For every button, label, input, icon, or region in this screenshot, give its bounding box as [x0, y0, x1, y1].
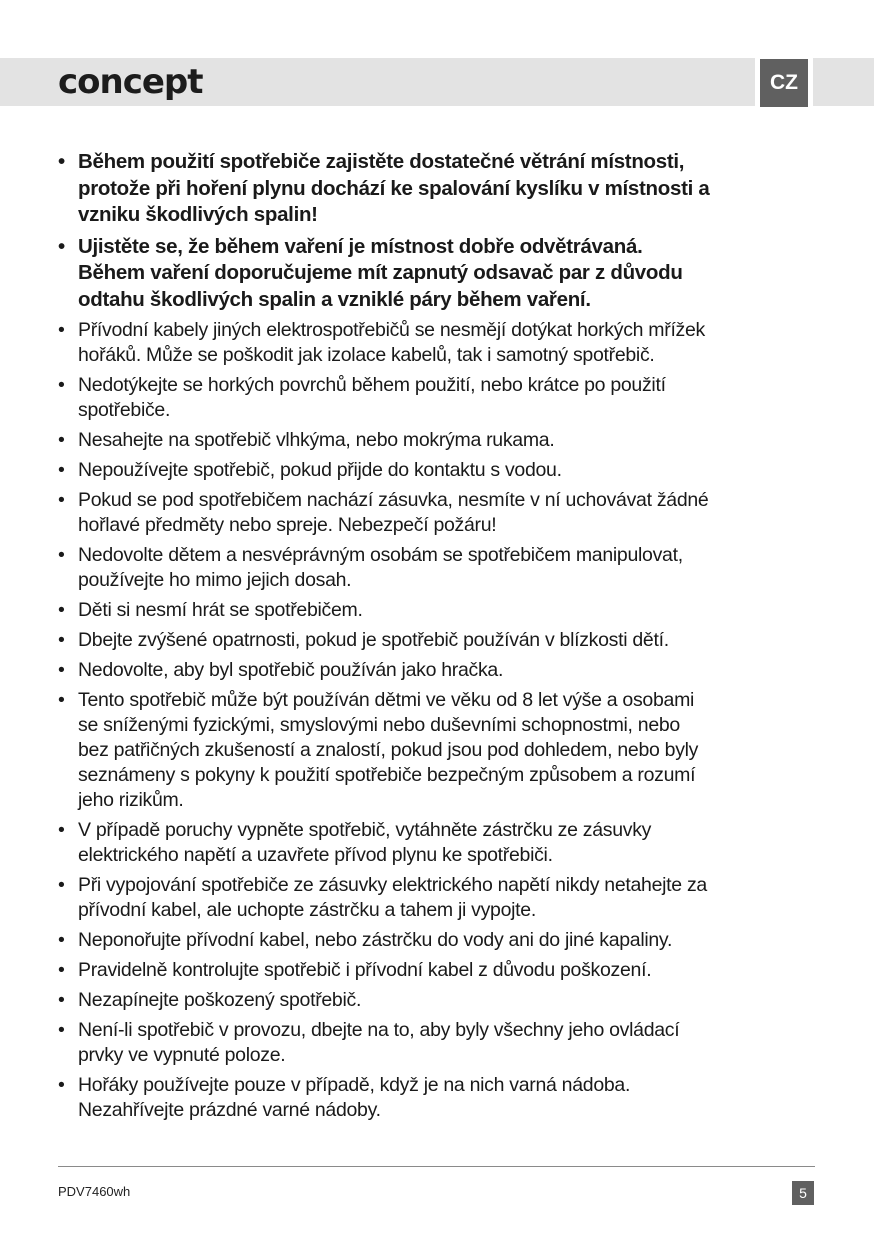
list-item: [56, 818, 826, 868]
list-item: [56, 928, 826, 953]
bullet-icon: •: [58, 150, 66, 173]
list-item: [56, 958, 826, 983]
bullet-icon: •: [58, 319, 65, 341]
item-text-line: Není-li spotřebič v provozu, dbejte na to, aby byly všechny jeho ovládací: [78, 1019, 680, 1041]
item-text-line: Nedovolte, aby byl spotřebič používán jako hračka.: [78, 659, 504, 681]
list-item: [56, 688, 826, 813]
bullet-icon: •: [58, 659, 65, 681]
bullet-icon: •: [58, 544, 65, 566]
page-number: 5: [792, 1181, 814, 1205]
list-item: [56, 373, 826, 423]
item-text-line: Hořáky používejte pouze v případě, když je na nich varná nádoba.: [78, 1074, 631, 1096]
item-text-line: přívodní kabel, ale uchopte zástrčku a tahem ji vypojte.: [78, 899, 536, 921]
list-item: [56, 628, 826, 653]
item-text-line: Neponořujte přívodní kabel, nebo zástrčku do vody ani do jiné kapaliny.: [78, 929, 673, 951]
list-item: [56, 234, 826, 314]
bullet-icon: •: [58, 234, 66, 258]
item-text-line: Ujistěte se, že během vaření je místnost dobře odvětrávaná.: [78, 234, 643, 258]
bullet-icon: •: [58, 1074, 65, 1096]
list-item: [56, 149, 826, 229]
bullet-icon: •: [58, 989, 65, 1011]
bullet-icon: •: [58, 929, 65, 951]
bullet-icon: •: [58, 689, 65, 711]
item-text-line: Při vypojování spotřebiče ze zásuvky elektrického napětí nikdy netahejte za: [78, 874, 707, 896]
item-text-line: Nesahejte na spotřebič vlhkýma, nebo mokrýma rukama.: [78, 429, 555, 451]
list-item: [56, 658, 826, 683]
bullet-icon: •: [58, 489, 65, 511]
item-text-line: Přívodní kabely jiných elektrospotřebičů se nesmějí dotýkat horkých mřížek: [78, 319, 706, 341]
item-text-line: Nepoužívejte spotřebič, pokud přijde do kontaktu s vodou.: [78, 459, 562, 481]
item-text-line: spotřebiče.: [78, 399, 171, 421]
list-item: [56, 598, 826, 623]
item-text-line: Pravidelně kontrolujte spotřebič i přívodní kabel z důvodu poškození.: [78, 959, 652, 981]
item-text-line: používejte ho mimo jejich dosah.: [78, 569, 352, 591]
list-item: [56, 1073, 826, 1123]
item-text-line: se sníženými fyzickými, smyslovými nebo duševními schopnostmi, nebo: [78, 714, 680, 736]
item-text-line: Děti si nesmí hrát se spotřebičem.: [78, 599, 363, 621]
item-text-line: Nedovolte dětem a nesvéprávným osobám se spotřebičem manipulovat,: [78, 544, 683, 566]
item-text-line: V případě poruchy vypněte spotřebič, vytáhněte zástrčku ze zásuvky: [78, 819, 652, 841]
bullet-icon: •: [58, 629, 65, 651]
list-item: [56, 988, 826, 1013]
item-text-line: seznámeny s pokyny k použití spotřebiče bezpečným způsobem a rozumí: [78, 764, 696, 786]
bullet-icon: •: [58, 429, 65, 451]
bullet-icon: •: [58, 819, 65, 841]
list-item: [56, 458, 826, 483]
bullet-icon: •: [58, 874, 65, 896]
safety-instructions-list: [56, 149, 826, 1128]
item-text-line: protože při hoření plynu dochází ke spalování kyslíku v místnosti a: [78, 176, 710, 200]
item-text-line: hořlavé předměty nebo spreje. Nebezpečí požáru!: [78, 514, 497, 536]
item-text-line: jeho rizikům.: [78, 789, 184, 811]
item-text-line: Během použití spotřebiče zajistěte dostatečné větrání místnosti,: [78, 150, 685, 173]
item-text-line: odtahu škodlivých spalin a vzniklé páry během vaření.: [78, 287, 591, 311]
language-badge: CZ: [760, 59, 808, 107]
bullet-icon: •: [58, 374, 65, 396]
item-text-line: Nedotýkejte se horkých povrchů během použití, nebo krátce po použití: [78, 374, 666, 396]
item-text-line: Nezapínejte poškozený spotřebič.: [78, 989, 362, 1011]
item-text-line: hořáků. Může se poškodit jak izolace kabelů, tak i samotný spotřebič.: [78, 344, 655, 366]
list-item: [56, 488, 826, 538]
item-text-line: bez patřičných zkušeností a znalostí, pokud jsou pod dohledem, nebo byly: [78, 739, 699, 761]
brand-logo: concept: [58, 62, 203, 102]
bullet-icon: •: [58, 1019, 65, 1041]
list-item: [56, 1018, 826, 1068]
item-text-line: Během vaření doporučujeme mít zapnutý odsavač par z důvodu: [78, 261, 683, 284]
item-text-line: prvky ve vypnuté poloze.: [78, 1044, 286, 1066]
list-item: [56, 318, 826, 368]
item-text-line: Dbejte zvýšené opatrnosti, pokud je spotřebič používán v blízkosti dětí.: [78, 629, 669, 651]
list-item: [56, 428, 826, 453]
item-text-line: Pokud se pod spotřebičem nachází zásuvka, nesmíte v ní uchovávat žádné: [78, 489, 709, 511]
footer-divider: [58, 1166, 815, 1167]
model-number: PDV7460wh: [58, 1184, 131, 1199]
item-text-line: elektrického napětí a uzavřete přívod plynu ke spotřebiči.: [78, 844, 553, 866]
item-text-line: vzniku škodlivých spalin!: [78, 203, 318, 226]
item-text-line: Nezahřívejte prázdné varné nádoby.: [78, 1099, 381, 1121]
header-band-right: [813, 58, 874, 106]
list-item: [56, 873, 826, 923]
bullet-icon: •: [58, 459, 65, 481]
bullet-icon: •: [58, 959, 65, 981]
bullet-icon: •: [58, 599, 65, 621]
item-text-line: Tento spotřebič může být používán dětmi ve věku od 8 let výše a osobami: [78, 689, 695, 711]
list-item: [56, 543, 826, 593]
